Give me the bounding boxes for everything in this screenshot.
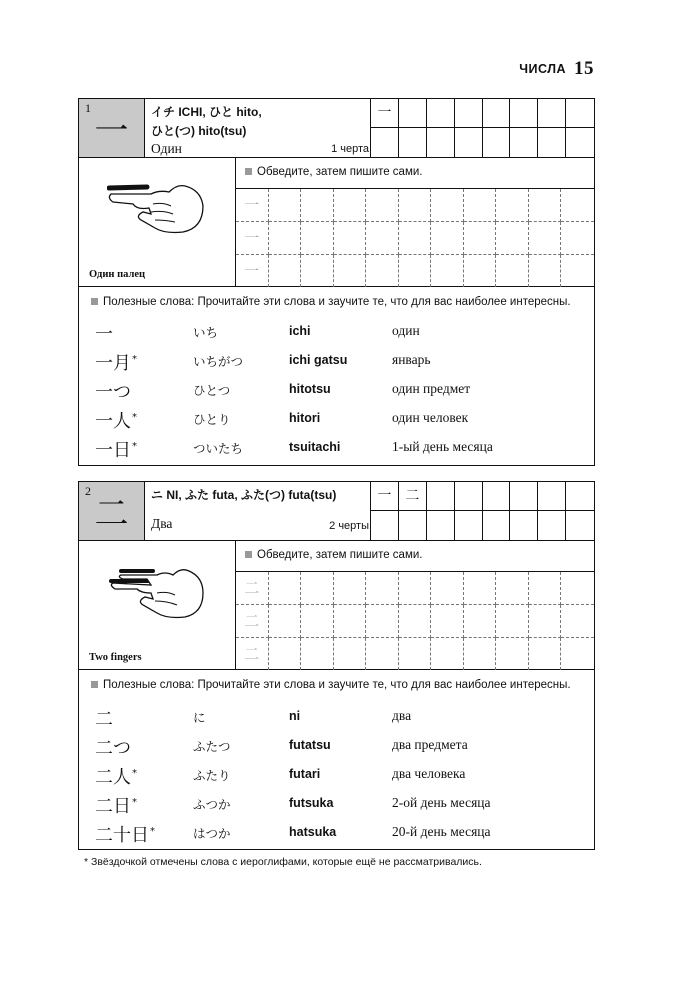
kanji-number-box — [79, 482, 145, 540]
kanji-glyph: 二 — [94, 494, 129, 534]
footnote: * Звёздочкой отмечены слова с иероглифами, которые ещё не рассматривались. — [84, 856, 482, 868]
reading-line-1: イチ ICHI, ひと hito, — [151, 105, 262, 119]
kanji-number: 1 — [85, 101, 91, 115]
illustration-box — [79, 158, 236, 286]
kanji-card-1: 1 一 イチ ICHI, ひと hito, ひと(つ) hito(tsu) Один 1 черта 一 Один палец Обведите, затем пишите сами. 一 一 一 Полезные слова: Прочитайте эти слова и заучите те, что для вас наиболее интересны. 一 いち ichi один 一月* いちがつ ichi gatsu январь 一つ ひとつ hitotsu один предмет 一人* ひとり hitori один человек 一日* ついたち tsuitachi 1-ый день месяца — [78, 98, 595, 466]
kanji-meaning: Два — [151, 516, 173, 531]
kanji-number: 2 — [85, 484, 91, 498]
practice-grid: 二 二 二 — [236, 571, 594, 669]
running-header — [519, 58, 594, 80]
kanji-glyph: 一 — [94, 111, 129, 151]
trace-instruction: Обведите, затем пишите сами. — [245, 549, 422, 561]
stroke-cell: 一 — [371, 482, 399, 511]
stroke-order-grid — [370, 482, 594, 540]
section-title: ЧИСЛА — [519, 62, 566, 76]
kanji-card-2: 2 二 ニ NI, ふた futa, ふた(つ) futa(tsu) Два 2 черты 一 二 Two fingers Обведите, затем пишите сами. 二 二 二 Полезные слова: Прочитайте эти слова и заучите те, что для вас наиболее интересны. 二 に ni два 二つ ふたつ futatsu два предмета 二人* ふたり futari два человека 二日* ふつか futsuka 2-ой день месяца 二十日* はつか hatsuka 20-й день месяца — [78, 481, 595, 850]
kanji-meaning: Один — [151, 141, 182, 156]
stroke-cell: 二 — [399, 482, 427, 511]
practice-grid: 一 一 一 — [236, 188, 594, 286]
kanji-info — [151, 486, 369, 532]
kanji-info — [151, 103, 369, 156]
useful-words-heading: Полезные слова: Прочитайте эти слова и заучите те, что для вас наиболее интересны. — [91, 679, 571, 691]
useful-words-heading: Полезные слова: Прочитайте эти слова и заучите те, что для вас наиболее интересны. — [91, 296, 571, 308]
trace-instruction: Обведите, затем пишите сами. — [245, 166, 422, 178]
illustration-caption: Один палец — [89, 269, 146, 280]
illustration-caption: Two fingers — [89, 652, 142, 663]
illustration-box — [79, 541, 236, 669]
kanji-number-box — [79, 99, 145, 157]
one-finger-hand-illustration — [107, 180, 207, 240]
two-fingers-hand-illustration — [107, 563, 207, 623]
stroke-count: 1 черта — [331, 143, 369, 155]
reading-line-2: ひと(つ) hito(tsu) — [151, 124, 247, 138]
reading-line-1: ニ NI, ふた futa, ふた(つ) futa(tsu) — [151, 488, 337, 502]
stroke-count: 2 черты — [329, 520, 369, 532]
page-number: 15 — [574, 58, 594, 79]
stroke-cell: 一 — [371, 99, 399, 128]
stroke-order-grid — [370, 99, 594, 157]
